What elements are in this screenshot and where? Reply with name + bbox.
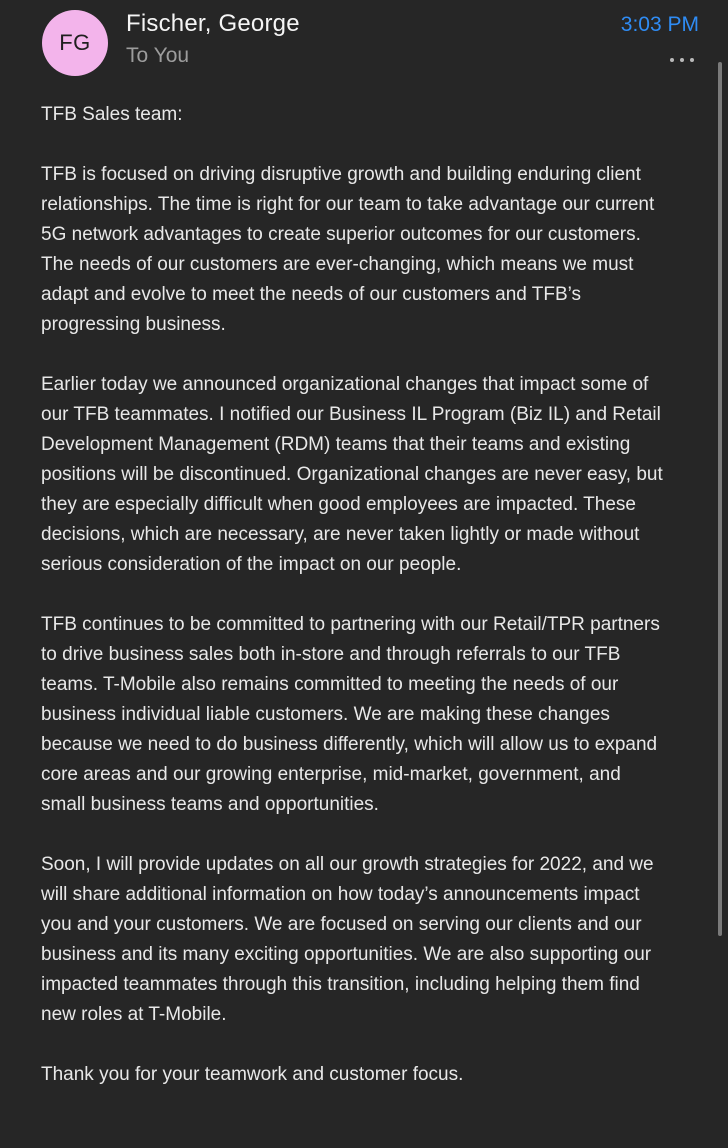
message-paragraph: TFB continues to be committed to partnering with our Retail/TPR partners to drive business sales both in-store and through referrals to our TFB teams. T-Mobile also remains committed to meeting the needs of our business individual liable customers. We are making these changes because we need to do business differently, which will allow us to expand core areas and our growing enterprise, mid-market, government, and small business teams and opportunities. xyxy=(41,614,660,815)
sender-avatar[interactable]: FG xyxy=(42,10,108,76)
ellipsis-dot xyxy=(670,58,674,62)
received-time: 3:03 PM xyxy=(620,13,699,36)
message-closing: Thank you for your teamwork and customer focus. xyxy=(41,1064,464,1085)
recipient-line[interactable]: To You xyxy=(126,44,190,67)
message-greeting: TFB Sales team: xyxy=(41,104,183,125)
ellipsis-dot xyxy=(690,58,694,62)
message-paragraph: Earlier today we announced organizational changes that impact some of our TFB teammates. I notified our Business IL Program (Biz IL) and Retail Development Management (RDM) teams that their teams and existing positions will be discontinued. Organizational changes are never easy, but they are especially difficult when good employees are impacted. These decisions, which are necessary, are never taken lightly or made without serious consideration of the impact on our people. xyxy=(41,374,663,575)
vertical-scrollbar[interactable] xyxy=(718,62,722,936)
sender-name[interactable]: Fischer, George xyxy=(126,10,300,37)
message-paragraph: Soon, I will provide updates on all our growth strategies for 2022, and we will share additional information on how today’s announcements impact you and your customers. We are focused on serving our clients and our business and its many exciting opportunities. We are also supporting our impacted teammates through this transition, including helping them find new roles at T-Mobile. xyxy=(41,854,654,1025)
message-body xyxy=(41,100,711,1120)
message-header xyxy=(0,0,728,96)
ellipsis-dot xyxy=(680,58,684,62)
ellipsis-icon[interactable] xyxy=(670,53,694,67)
message-paragraph: TFB is focused on driving disruptive growth and building enduring client relationships. The time is right for our team to take advantage our current 5G network advantages to create superior outcomes for our customers. The needs of our customers are ever-changing, which means we must adapt and evolve to meet the needs of our customers and TFB’s progressing business. xyxy=(41,164,655,335)
